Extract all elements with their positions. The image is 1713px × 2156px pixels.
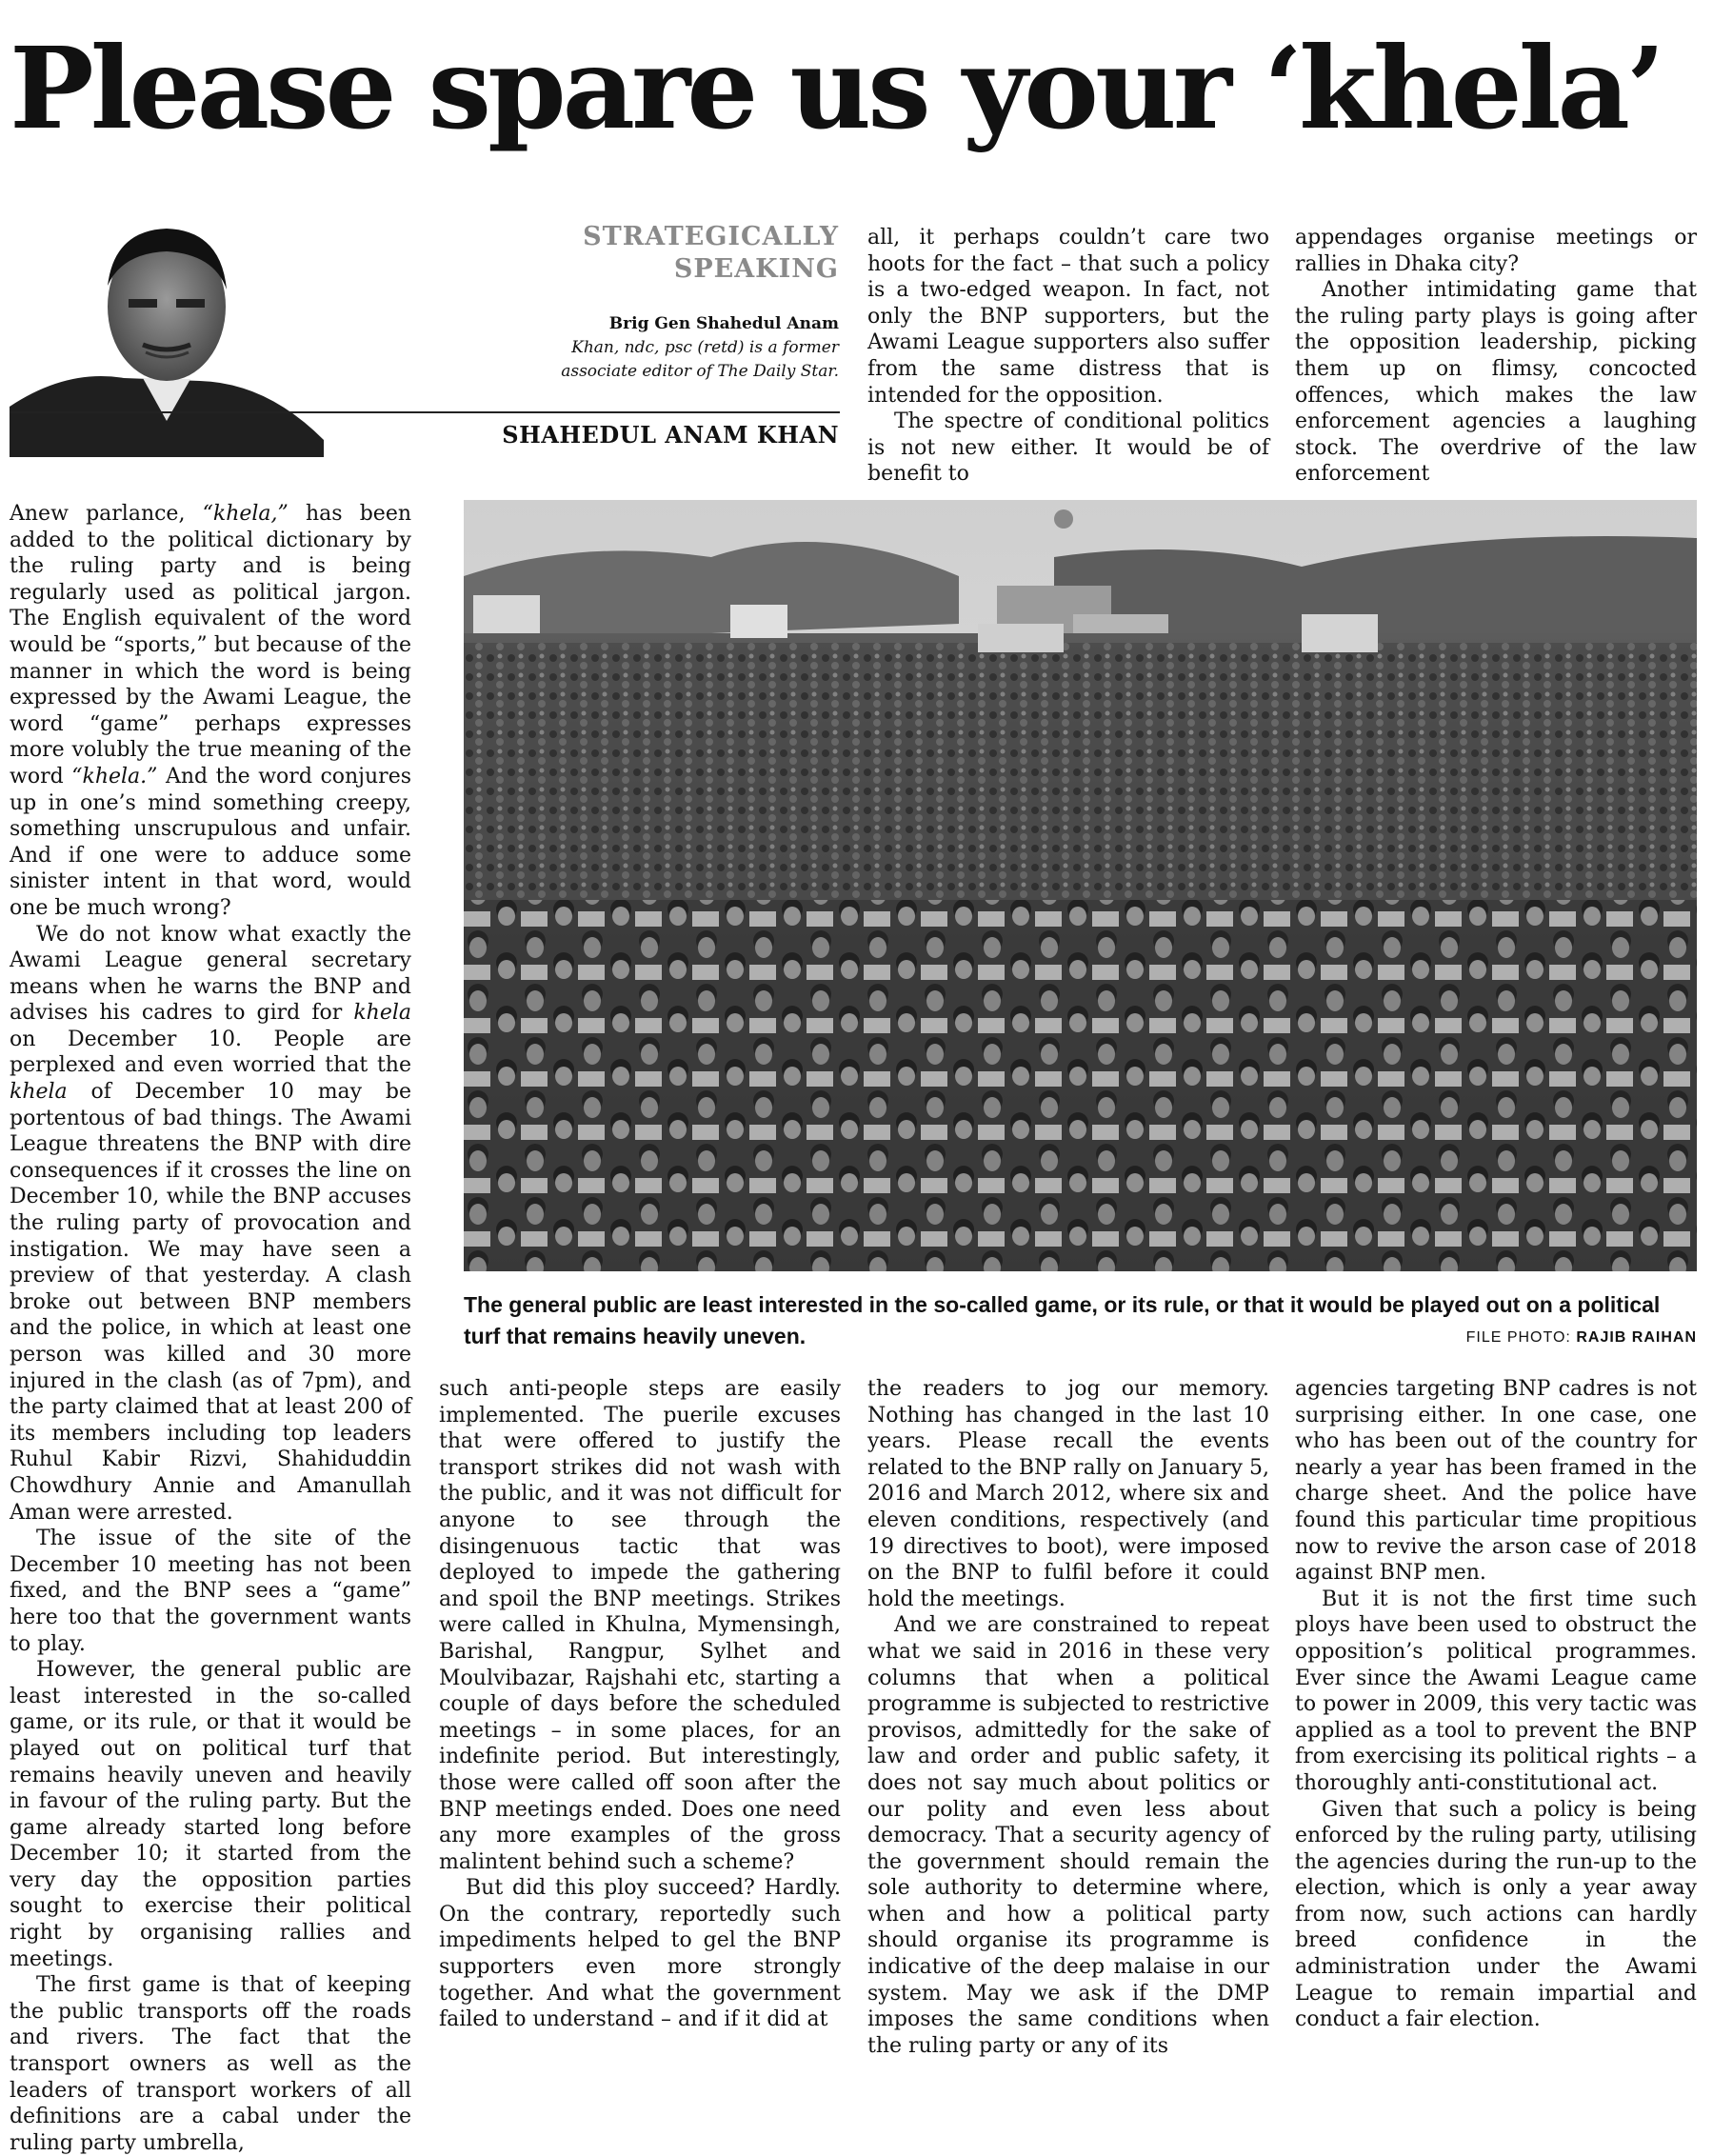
column-label-line1: STRATEGICALLY [583, 222, 839, 251]
italic-term: “khela.” [71, 764, 158, 789]
paragraph: The first game is that of keeping the public transports off the roads and rivers. The fact that the transport owners as well as the leaders of transport workers of all definitions are a cabal under the ruling party umbrella, [10, 1973, 411, 2155]
text-run: on December 10. People are perplexed and even worried that the [10, 1027, 411, 1078]
photo-credit-name: RAJIB RAIHAN [1576, 1329, 1697, 1346]
text-run: Anew parlance, [10, 502, 203, 526]
bio-name: Brig Gen Shahedul Anam [608, 314, 839, 333]
author-photo-icon [10, 211, 324, 457]
photo-caption: The general public are least interested in the so-called game, or its rule, or that it would be played out on a political turf that remains heavily uneven. [464, 1292, 1661, 1348]
paragraph: such anti-people steps are easily implemented. The puerile excuses that were offered to justify the transport strikes did not wash with the public, and it was not difficult for anyone to see through the disingenuous tactic that was deployed to impede the gathering and spoil the BNP meetings. Strikes were called in Khulna, Mymensingh, Barishal, Rangpur, Sylhet and Moulvibazar, Rajshahi etc, starting a couple of days before the scheduled meetings – in some places, for an indefinite period. But interestingly, those were called off soon after the BNP meetings ended. Does one need any more examples of the gross malintent behind such a scheme? [439, 1377, 841, 1874]
article-column-3 [867, 1376, 1269, 2058]
bio-line2: associate editor of The Daily Star. [561, 362, 839, 381]
text-run: has been added to the political dictionary by the ruling party and is being regularly used as political jargon. The English equivalent of the word would be “sports,” but because of the manner in which the word is being expressed by the Awami League, the word “game” perhaps expresses more volubly the true meaning of the word [10, 502, 412, 789]
bio-line1: Khan, ndc, psc (retd) is a former [571, 338, 839, 357]
byline: SHAHEDUL ANAM KHAN [502, 421, 839, 449]
paragraph: the readers to jog our memory. Nothing has changed in the last 10 years. Please recall the events related to the BNP rally on January 5, 2016 and March 2012, where six and eleven conditions, respectively (and 19 directives to boot), were imposed on the BNP to fulfil before it could hold the meetings. [867, 1377, 1269, 1611]
italic-term: “khela,” [202, 502, 289, 526]
article-column-2 [439, 1376, 841, 2032]
paragraph: agencies targeting BNP cadres is not surprising either. In one case, one who has been out of the country for nearly a year has been framed in the charge sheet. And the police have found this particular time propitious now to revive the arson case of 2018 against BNP men. [1295, 1377, 1697, 1586]
text-run: And the word conjures up in one’s mind something creepy, something unscrupulous and unfair. And if one were to adduce some sinister intent in that word, would one be much wrong? [10, 764, 412, 920]
text-run: of December 10 may be portentous of bad things. The Awami League threatens the BNP with dire consequences if it crosses the line on December 10, while the BNP accuses the ruling party of provocation and instigation. We may have seen a preview of that yesterday. A clash broke out between BNP members and the police, in which at least one person was killed and 30 more injured in the clash (as of 7pm), and the party claimed that at least 200 of its members including top leaders Ruhul Kabir Rizvi, Shahiduddin Chowdhury Annie and Amanullah Aman were arrested. [10, 1080, 411, 1525]
rally-crowd-photo [464, 500, 1697, 1271]
article-column-top-3 [867, 225, 1269, 487]
article-column-top-4 [1295, 225, 1697, 487]
paragraph: The issue of the site of the December 10 meeting has not been fixed, and the BNP sees a “game” here too that the government wants to play. [10, 1527, 411, 1656]
paragraph: But did this ploy succeed? Hardly. On the contrary, reportedly such impediments helped to gel the BNP supporters even more strongly together. And what the government failed to understand – and if it did at [439, 1876, 841, 2032]
text-run: We do not know what exactly the Awami League general secretary means when he warns the BNP and advises his cadres to gird for [10, 922, 411, 1026]
paragraph: Given that such a policy is being enforced by the ruling party, utilising the agencies during the run-up to the election, which is only a year away from now, such actions can hardly breed confidence in the administration under the Awami League to remain impartial and conduct a fair election. [1295, 1797, 1697, 2032]
author-bio [515, 312, 839, 384]
crowd-photo-icon [464, 500, 1697, 1271]
paragraph: But it is not the first time such ploys have been used to obstruct the opposition’s political programmes. Ever since the Awami League came to power in 2009, this very tactic was applied as a tool to prevent the BNP from exercising its political rights – a thoroughly anti-constitutional act. [1295, 1587, 1697, 1795]
byline-divider [10, 411, 840, 413]
italic-term: khela [10, 1080, 68, 1105]
paragraph: Another intimidating game that the ruling party plays is going after the opposition leadership, picking them up on flimsy, concocted offences, which makes the law enforcement agencies a laughing stock. The overdrive of the law enforcement [1295, 278, 1697, 487]
paragraph: all, it perhaps couldn’t care two hoots for the fact – that such a policy is a two-edged weapon. In fact, not only the BNP supporters, but the Awami League supporters also suffer from the same distress that is intended for the opposition. [867, 226, 1269, 408]
column-label-line2: SPEAKING [673, 254, 839, 284]
paragraph: The spectre of conditional politics is not new either. It would be of benefit to [867, 409, 1269, 487]
photo-credit-label: FILE PHOTO: [1465, 1329, 1577, 1346]
paragraph: And we are constrained to repeat what we said in 2016 in these very columns that when a political programme is subjected to restrictive provisos, admittedly for the sake of law and order and public safety, it does not say much about politics or our polity and even less about democracy. That a security agency of the government should remain the sole authority to determine where, when and how a political party should organise its programme is indicative of the deep malaise in our system. May we ask if the DMP imposes the same conditions when the ruling party or any of its [867, 1613, 1269, 2058]
photo-credit [1466, 1329, 1697, 1347]
paragraph: However, the general public are least interested in the so-called game, or its rule, or that it would be played out on political turf that remains heavily uneven and heavily in favour of the ruling party. But the game already started long before December 10; it started from the very day the opposition parties sought to exercise their political right by organising rallies and meetings. [10, 1658, 411, 1971]
paragraph: appendages organise meetings or rallies in Dhaka city? [1295, 226, 1697, 276]
headline: Please spare us your ‘khela’ [10, 22, 1663, 154]
column-label [553, 221, 839, 286]
article-column-4 [1295, 1376, 1697, 2032]
paragraph [10, 922, 411, 1527]
paragraph [10, 501, 411, 922]
article-column-1 [10, 501, 412, 2155]
author-portrait [10, 211, 324, 457]
italic-term: khela [353, 1001, 411, 1026]
